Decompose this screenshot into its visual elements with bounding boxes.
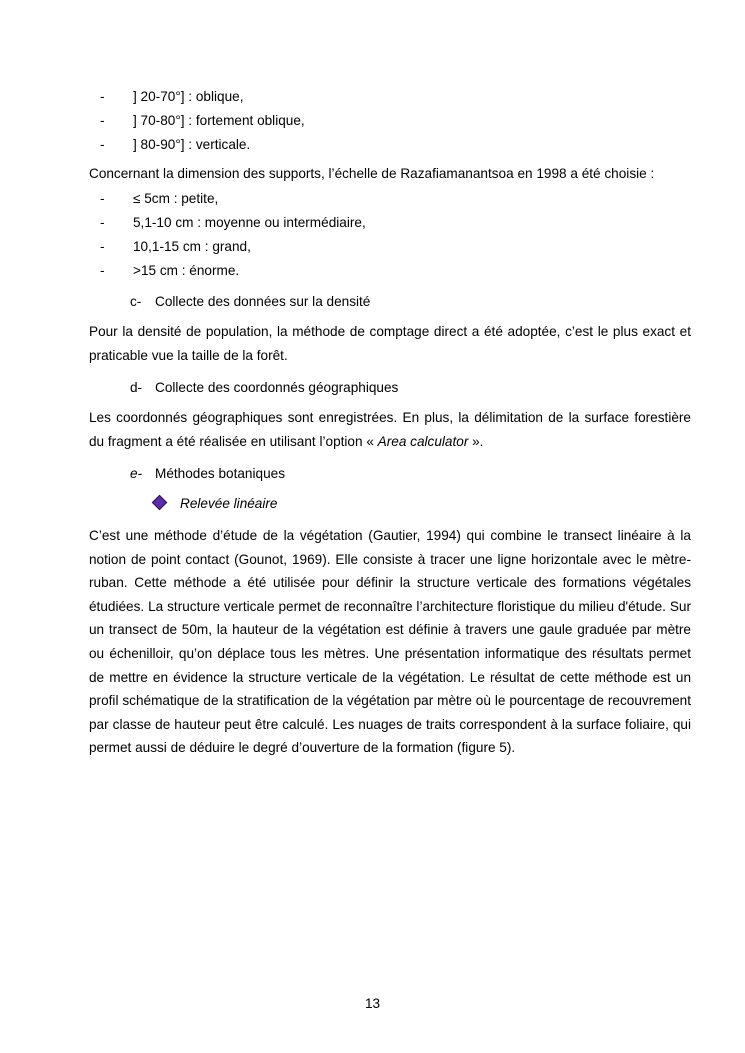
diamond-bullet-icon (152, 495, 168, 511)
section-heading-c: c- Collecte des données sur la densité (130, 294, 371, 309)
coordinates-paragraph: Les coordonnés géographiques sont enregistrées. En plus, la délimitation de la surface forestière du fragment a été réalisée en utilisant l’option « Area calculator ». (89, 410, 691, 449)
list-item: - 5,1-10 cm : moyenne ou intermédiaire, (100, 215, 366, 230)
density-paragraph: Pour la densité de population, la méthode de comptage direct a été adoptée, c’est le plus exact et praticable vue la taille de la forêt. (89, 324, 691, 363)
list-item: - ] 20-70°] : oblique, (100, 89, 244, 104)
support-intro-paragraph: Concernant la dimension des supports, l’échelle de Razafiamanantsoa en 1998 a été choisie : (89, 166, 655, 181)
list-item: - >15 cm : énorme. (100, 263, 240, 278)
section-heading-e: e- Méthodes botaniques (130, 466, 285, 481)
list-item: - ≤ 5cm : petite, (100, 191, 219, 206)
list-item: - 10,1-15 cm : grand, (100, 239, 251, 254)
list-item: - ] 70-80°] : fortement oblique, (100, 113, 305, 128)
subsection-heading: Relevée linéaire (152, 492, 277, 516)
list-item: - ] 80-90°] : verticale. (100, 137, 251, 152)
page-number: 13 (364, 996, 381, 1011)
section-heading-d: d- Collecte des coordonnés géographiques (130, 380, 399, 395)
method-paragraph: C’est une méthode d’étude de la végétation (Gautier, 1994) qui combine le transect linéaire à la notion de point contact (Gounot, 1969). Elle consiste à tracer une ligne horizontale avec le mètre-ruban. Cette méthode a été utilisée pour définir la structure verticale des formations végétales étudiées. La structure verticale permet de reconnaître l’architecture floristique du milieu d'étude. Sur un transect de 50m, la hauteur de la végétation est définie à travers une gaule graduée par mètre ou échenilloir, qu’on déplace tous les mètres. Une présentation informatique des résultats permet de mettre en évidence la structure verticale de la végétation. Le résultat de cette méthode est un profil schématique de la stratification de la végétation par mètre où le pourcentage de recouvrement par classe de hauteur peut être calculé. Les nuages de traits correspondent à la surface foliaire, qui permet aussi de déduire le degré d’ouverture de la formation (figure 5). (89, 528, 691, 756)
